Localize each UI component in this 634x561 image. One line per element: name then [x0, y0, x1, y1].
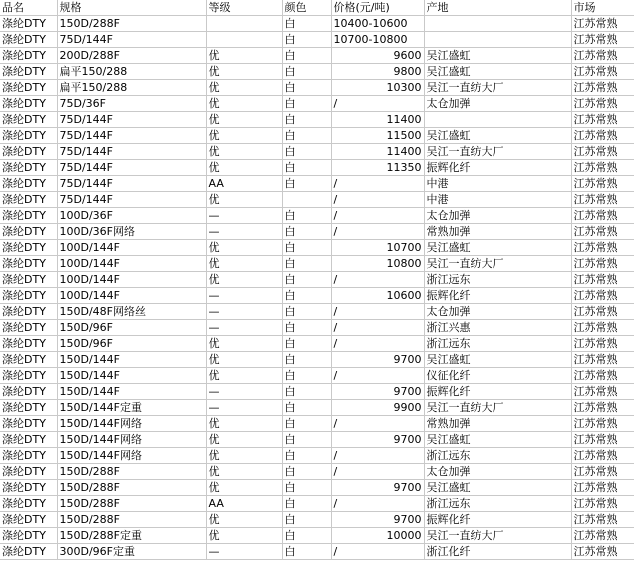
cell-price[interactable]: 9700 [331, 384, 424, 400]
cell-spec[interactable]: 150D/288F [57, 496, 206, 512]
table-row [0, 96, 634, 112]
cell-color[interactable]: 白 [282, 16, 331, 32]
cell-spec[interactable]: 150D/48F网络丝 [57, 304, 206, 320]
cell-market[interactable]: 江苏常熟 [571, 48, 634, 64]
cell-grade[interactable]: 优 [206, 416, 282, 432]
cell-grade[interactable]: — [206, 304, 282, 320]
table-row [0, 32, 634, 48]
cell-product-name[interactable]: 涤纶DTY [0, 48, 57, 64]
cell-market[interactable]: 江苏常熟 [571, 208, 634, 224]
cell-origin[interactable]: 吴江盛虹 [424, 432, 571, 448]
cell-price[interactable]: 10300 [331, 80, 424, 96]
cell-origin[interactable]: 浙江远东 [424, 336, 571, 352]
cell-market[interactable]: 江苏常熟 [571, 144, 634, 160]
header-grade[interactable]: 等级 [206, 0, 282, 16]
cell-market[interactable]: 江苏常熟 [571, 448, 634, 464]
header-origin[interactable]: 产地 [424, 0, 571, 16]
cell-spec[interactable]: 150D/144F定重 [57, 400, 206, 416]
cell-grade[interactable]: 优 [206, 256, 282, 272]
cell-origin[interactable]: 吴江一直纺大厂 [424, 256, 571, 272]
cell-product-name[interactable]: 涤纶DTY [0, 496, 57, 512]
cell-product-name[interactable]: 涤纶DTY [0, 448, 57, 464]
cell-grade[interactable]: 优 [206, 480, 282, 496]
cell-product-name[interactable]: 涤纶DTY [0, 288, 57, 304]
cell-grade[interactable]: 优 [206, 64, 282, 80]
cell-product-name[interactable]: 涤纶DTY [0, 336, 57, 352]
cell-origin[interactable]: 吴江盛虹 [424, 64, 571, 80]
table-row [0, 80, 634, 96]
cell-market[interactable]: 江苏常熟 [571, 432, 634, 448]
cell-price[interactable]: / [331, 448, 424, 464]
cell-price[interactable]: 9600 [331, 48, 424, 64]
cell-origin[interactable]: 浙江化纤 [424, 544, 571, 560]
cell-price[interactable]: 9700 [331, 432, 424, 448]
table-row [0, 384, 634, 400]
cell-spec[interactable]: 75D/144F [57, 112, 206, 128]
cell-color[interactable]: 白 [282, 272, 331, 288]
cell-price[interactable]: 10400-10600 [331, 16, 424, 32]
cell-spec[interactable]: 150D/288F定重 [57, 528, 206, 544]
cell-spec[interactable]: 75D/144F [57, 144, 206, 160]
cell-product-name[interactable]: 涤纶DTY [0, 400, 57, 416]
cell-price[interactable]: / [331, 176, 424, 192]
cell-market[interactable]: 江苏常熟 [571, 464, 634, 480]
cell-price[interactable]: 10800 [331, 256, 424, 272]
cell-spec[interactable]: 75D/144F [57, 128, 206, 144]
cell-price[interactable]: 10600 [331, 288, 424, 304]
cell-grade[interactable]: — [206, 288, 282, 304]
cell-color[interactable]: 白 [282, 432, 331, 448]
cell-color[interactable]: 白 [282, 544, 331, 560]
cell-grade[interactable]: 优 [206, 192, 282, 208]
table-row [0, 240, 634, 256]
cell-origin[interactable]: 中港 [424, 192, 571, 208]
table-row [0, 464, 634, 480]
table-row [0, 448, 634, 464]
cell-origin[interactable]: 中港 [424, 176, 571, 192]
cell-product-name[interactable]: 涤纶DTY [0, 144, 57, 160]
cell-product-name[interactable]: 涤纶DTY [0, 208, 57, 224]
cell-color[interactable]: 白 [282, 112, 331, 128]
cell-color[interactable]: 白 [282, 288, 331, 304]
cell-price[interactable]: / [331, 96, 424, 112]
cell-market[interactable]: 江苏常熟 [571, 384, 634, 400]
cell-price[interactable]: 9900 [331, 400, 424, 416]
table-row [0, 112, 634, 128]
cell-product-name[interactable]: 涤纶DTY [0, 272, 57, 288]
cell-price[interactable]: 9700 [331, 512, 424, 528]
cell-origin[interactable]: 浙江远东 [424, 448, 571, 464]
cell-price[interactable]: 9700 [331, 352, 424, 368]
cell-grade[interactable]: 优 [206, 240, 282, 256]
cell-product-name[interactable]: 涤纶DTY [0, 416, 57, 432]
cell-color[interactable]: 白 [282, 352, 331, 368]
cell-price[interactable]: / [331, 208, 424, 224]
cell-market[interactable]: 江苏常熟 [571, 224, 634, 240]
cell-grade[interactable]: — [206, 224, 282, 240]
cell-color[interactable]: 白 [282, 208, 331, 224]
cell-product-name[interactable]: 涤纶DTY [0, 256, 57, 272]
cell-grade[interactable]: 优 [206, 128, 282, 144]
cell-product-name[interactable]: 涤纶DTY [0, 112, 57, 128]
cell-grade[interactable]: — [206, 544, 282, 560]
cell-color[interactable]: 白 [282, 496, 331, 512]
cell-market[interactable]: 江苏常熟 [571, 368, 634, 384]
cell-product-name[interactable]: 涤纶DTY [0, 528, 57, 544]
cell-market[interactable]: 江苏常熟 [571, 496, 634, 512]
cell-product-name[interactable]: 涤纶DTY [0, 176, 57, 192]
cell-spec[interactable]: 150D/288F [57, 512, 206, 528]
cell-market[interactable]: 江苏常熟 [571, 64, 634, 80]
cell-market[interactable]: 江苏常熟 [571, 416, 634, 432]
cell-product-name[interactable]: 涤纶DTY [0, 96, 57, 112]
cell-price[interactable]: 11350 [331, 160, 424, 176]
cell-market[interactable]: 江苏常熟 [571, 288, 634, 304]
header-row [0, 0, 634, 16]
cell-origin[interactable]: 仪征化纤 [424, 368, 571, 384]
cell-market[interactable]: 江苏常熟 [571, 32, 634, 48]
cell-spec[interactable]: 75D/144F [57, 32, 206, 48]
cell-origin[interactable]: 太仓加弹 [424, 464, 571, 480]
cell-grade[interactable]: 优 [206, 144, 282, 160]
cell-product-name[interactable]: 涤纶DTY [0, 16, 57, 32]
header-market[interactable]: 市场 [571, 0, 634, 16]
cell-price[interactable]: 10700 [331, 240, 424, 256]
cell-price[interactable]: / [331, 320, 424, 336]
cell-grade[interactable]: — [206, 320, 282, 336]
cell-grade[interactable]: 优 [206, 432, 282, 448]
header-spec[interactable]: 规格 [57, 0, 206, 16]
cell-color[interactable]: 白 [282, 144, 331, 160]
cell-origin[interactable]: 浙江远东 [424, 496, 571, 512]
cell-spec[interactable]: 150D/144F网络 [57, 432, 206, 448]
cell-product-name[interactable]: 涤纶DTY [0, 320, 57, 336]
cell-spec[interactable]: 150D/288F [57, 464, 206, 480]
cell-product-name[interactable]: 涤纶DTY [0, 240, 57, 256]
cell-grade[interactable]: 优 [206, 160, 282, 176]
cell-color[interactable]: 白 [282, 128, 331, 144]
cell-product-name[interactable]: 涤纶DTY [0, 304, 57, 320]
cell-origin[interactable] [424, 112, 571, 128]
cell-grade[interactable]: AA [206, 176, 282, 192]
cell-market[interactable]: 江苏常熟 [571, 320, 634, 336]
cell-origin[interactable]: 振辉化纤 [424, 288, 571, 304]
cell-grade[interactable] [206, 32, 282, 48]
cell-product-name[interactable]: 涤纶DTY [0, 368, 57, 384]
cell-grade[interactable]: 优 [206, 80, 282, 96]
cell-product-name[interactable]: 涤纶DTY [0, 192, 57, 208]
cell-origin[interactable]: 浙江远东 [424, 272, 571, 288]
cell-price[interactable]: 9800 [331, 64, 424, 80]
cell-origin[interactable]: 吴江盛虹 [424, 480, 571, 496]
cell-color[interactable]: 白 [282, 160, 331, 176]
cell-product-name[interactable]: 涤纶DTY [0, 480, 57, 496]
cell-origin[interactable]: 吴江一直纺大厂 [424, 528, 571, 544]
cell-spec[interactable]: 75D/36F [57, 96, 206, 112]
cell-market[interactable]: 江苏常熟 [571, 176, 634, 192]
cell-origin[interactable] [424, 16, 571, 32]
table-row [0, 496, 634, 512]
table-row [0, 528, 634, 544]
cell-price[interactable]: / [331, 336, 424, 352]
table-row [0, 48, 634, 64]
cell-origin[interactable]: 太仓加弹 [424, 96, 571, 112]
cell-price[interactable]: 10000 [331, 528, 424, 544]
cell-spec[interactable]: 300D/96F定重 [57, 544, 206, 560]
cell-price[interactable]: 11400 [331, 112, 424, 128]
cell-color[interactable]: 白 [282, 464, 331, 480]
table-row [0, 128, 634, 144]
cell-origin[interactable]: 太仓加弹 [424, 304, 571, 320]
cell-product-name[interactable]: 涤纶DTY [0, 32, 57, 48]
cell-color[interactable] [282, 192, 331, 208]
cell-spec[interactable]: 100D/144F [57, 256, 206, 272]
cell-spec[interactable]: 150D/96F [57, 336, 206, 352]
cell-origin[interactable]: 振辉化纤 [424, 512, 571, 528]
cell-market[interactable]: 江苏常熟 [571, 528, 634, 544]
cell-product-name[interactable]: 涤纶DTY [0, 544, 57, 560]
cell-origin[interactable]: 吴江盛虹 [424, 240, 571, 256]
cell-spec[interactable]: 150D/144F网络 [57, 416, 206, 432]
cell-market[interactable]: 江苏常熟 [571, 80, 634, 96]
cell-color[interactable]: 白 [282, 176, 331, 192]
cell-grade[interactable]: 优 [206, 112, 282, 128]
cell-spec[interactable]: 150D/288F [57, 16, 206, 32]
table-row [0, 64, 634, 80]
cell-spec[interactable]: 100D/144F [57, 240, 206, 256]
cell-market[interactable]: 江苏常熟 [571, 96, 634, 112]
cell-grade[interactable]: 优 [206, 336, 282, 352]
cell-origin[interactable]: 振辉化纤 [424, 160, 571, 176]
cell-product-name[interactable]: 涤纶DTY [0, 160, 57, 176]
cell-grade[interactable]: 优 [206, 512, 282, 528]
cell-price[interactable]: / [331, 192, 424, 208]
cell-market[interactable]: 江苏常熟 [571, 256, 634, 272]
cell-price[interactable]: / [331, 464, 424, 480]
cell-color[interactable]: 白 [282, 48, 331, 64]
cell-product-name[interactable]: 涤纶DTY [0, 512, 57, 528]
table-row [0, 176, 634, 192]
cell-origin[interactable]: 太仓加弹 [424, 208, 571, 224]
table-row [0, 192, 634, 208]
cell-color[interactable]: 白 [282, 320, 331, 336]
cell-origin[interactable]: 常熟加弹 [424, 416, 571, 432]
cell-grade[interactable] [206, 16, 282, 32]
cell-product-name[interactable]: 涤纶DTY [0, 432, 57, 448]
cell-origin[interactable]: 吴江盛虹 [424, 128, 571, 144]
cell-spec[interactable]: 150D/144F [57, 352, 206, 368]
cell-market[interactable]: 江苏常熟 [571, 240, 634, 256]
cell-spec[interactable]: 100D/36F网络 [57, 224, 206, 240]
cell-color[interactable]: 白 [282, 512, 331, 528]
cell-color[interactable]: 白 [282, 64, 331, 80]
cell-grade[interactable]: — [206, 384, 282, 400]
cell-product-name[interactable]: 涤纶DTY [0, 464, 57, 480]
cell-price[interactable]: 10700-10800 [331, 32, 424, 48]
cell-grade[interactable]: 优 [206, 272, 282, 288]
cell-color[interactable]: 白 [282, 224, 331, 240]
cell-product-name[interactable]: 涤纶DTY [0, 352, 57, 368]
cell-spec[interactable]: 200D/288F [57, 48, 206, 64]
cell-product-name[interactable]: 涤纶DTY [0, 64, 57, 80]
cell-color[interactable]: 白 [282, 528, 331, 544]
table-row [0, 272, 634, 288]
cell-spec[interactable]: 扁平150/288 [57, 64, 206, 80]
cell-product-name[interactable]: 涤纶DTY [0, 128, 57, 144]
cell-market[interactable]: 江苏常熟 [571, 160, 634, 176]
cell-origin[interactable]: 吴江一直纺大厂 [424, 400, 571, 416]
cell-price[interactable]: / [331, 496, 424, 512]
cell-product-name[interactable]: 涤纶DTY [0, 384, 57, 400]
table-row [0, 208, 634, 224]
header-price[interactable]: 价格(元/吨) [331, 0, 424, 16]
cell-market[interactable]: 江苏常熟 [571, 400, 634, 416]
cell-origin[interactable]: 振辉化纤 [424, 384, 571, 400]
table-row [0, 368, 634, 384]
header-color[interactable]: 颜色 [282, 0, 331, 16]
table-row [0, 480, 634, 496]
cell-origin[interactable]: 吴江盛虹 [424, 352, 571, 368]
cell-grade[interactable]: 优 [206, 96, 282, 112]
table-row [0, 16, 634, 32]
cell-spec[interactable]: 150D/288F [57, 480, 206, 496]
cell-grade[interactable]: 优 [206, 352, 282, 368]
cell-color[interactable]: 白 [282, 416, 331, 432]
header-product-name[interactable]: 品名 [0, 0, 57, 16]
cell-market[interactable]: 江苏常熟 [571, 352, 634, 368]
cell-grade[interactable]: 优 [206, 528, 282, 544]
cell-grade[interactable]: 优 [206, 448, 282, 464]
cell-product-name[interactable]: 涤纶DTY [0, 224, 57, 240]
cell-color[interactable]: 白 [282, 32, 331, 48]
cell-color[interactable]: 白 [282, 256, 331, 272]
cell-price[interactable]: / [331, 416, 424, 432]
cell-color[interactable]: 白 [282, 400, 331, 416]
cell-market[interactable]: 江苏常熟 [571, 128, 634, 144]
cell-market[interactable]: 江苏常熟 [571, 272, 634, 288]
cell-market[interactable]: 江苏常熟 [571, 544, 634, 560]
cell-origin[interactable]: 吴江一直纺大厂 [424, 144, 571, 160]
cell-color[interactable]: 白 [282, 368, 331, 384]
cell-color[interactable]: 白 [282, 336, 331, 352]
cell-price[interactable]: / [331, 544, 424, 560]
cell-market[interactable]: 江苏常熟 [571, 304, 634, 320]
cell-market[interactable]: 江苏常熟 [571, 512, 634, 528]
cell-price[interactable]: / [331, 272, 424, 288]
cell-market[interactable]: 江苏常熟 [571, 16, 634, 32]
cell-spec[interactable]: 100D/36F [57, 208, 206, 224]
cell-spec[interactable]: 75D/144F [57, 176, 206, 192]
table-row [0, 256, 634, 272]
table-row [0, 400, 634, 416]
cell-spec[interactable]: 100D/144F [57, 288, 206, 304]
cell-spec[interactable]: 扁平150/288 [57, 80, 206, 96]
cell-market[interactable]: 江苏常熟 [571, 112, 634, 128]
cell-grade[interactable]: — [206, 400, 282, 416]
table-row [0, 224, 634, 240]
table-row [0, 432, 634, 448]
cell-color[interactable]: 白 [282, 448, 331, 464]
cell-spec[interactable]: 75D/144F [57, 160, 206, 176]
cell-color[interactable]: 白 [282, 240, 331, 256]
table-row [0, 352, 634, 368]
cell-spec[interactable]: 150D/144F [57, 384, 206, 400]
cell-market[interactable]: 江苏常熟 [571, 480, 634, 496]
cell-color[interactable]: 白 [282, 480, 331, 496]
table-row [0, 304, 634, 320]
cell-price[interactable]: / [331, 304, 424, 320]
cell-grade[interactable]: — [206, 208, 282, 224]
table-row [0, 160, 634, 176]
cell-color[interactable]: 白 [282, 304, 331, 320]
cell-spec[interactable]: 100D/144F [57, 272, 206, 288]
table-row [0, 288, 634, 304]
cell-spec[interactable]: 150D/96F [57, 320, 206, 336]
cell-spec[interactable]: 150D/144F网络 [57, 448, 206, 464]
cell-price[interactable]: / [331, 368, 424, 384]
cell-origin[interactable]: 吴江一直纺大厂 [424, 80, 571, 96]
table-row [0, 144, 634, 160]
cell-price[interactable]: 11400 [331, 144, 424, 160]
cell-grade[interactable]: 优 [206, 464, 282, 480]
cell-price[interactable]: 11500 [331, 128, 424, 144]
cell-spec[interactable]: 75D/144F [57, 192, 206, 208]
cell-grade[interactable]: 优 [206, 48, 282, 64]
cell-origin[interactable]: 浙江兴惠 [424, 320, 571, 336]
cell-color[interactable]: 白 [282, 80, 331, 96]
cell-origin[interactable]: 吴江盛虹 [424, 48, 571, 64]
cell-price[interactable]: / [331, 224, 424, 240]
cell-price[interactable]: 9700 [331, 480, 424, 496]
cell-origin[interactable] [424, 32, 571, 48]
cell-market[interactable]: 江苏常熟 [571, 336, 634, 352]
cell-market[interactable]: 江苏常熟 [571, 192, 634, 208]
cell-color[interactable]: 白 [282, 384, 331, 400]
cell-grade[interactable]: AA [206, 496, 282, 512]
cell-origin[interactable]: 常熟加弹 [424, 224, 571, 240]
table-row [0, 512, 634, 528]
table-row [0, 320, 634, 336]
table-row [0, 336, 634, 352]
cell-spec[interactable]: 150D/144F [57, 368, 206, 384]
cell-color[interactable]: 白 [282, 96, 331, 112]
cell-product-name[interactable]: 涤纶DTY [0, 80, 57, 96]
cell-grade[interactable]: 优 [206, 368, 282, 384]
table-row [0, 416, 634, 432]
table-row [0, 544, 634, 560]
